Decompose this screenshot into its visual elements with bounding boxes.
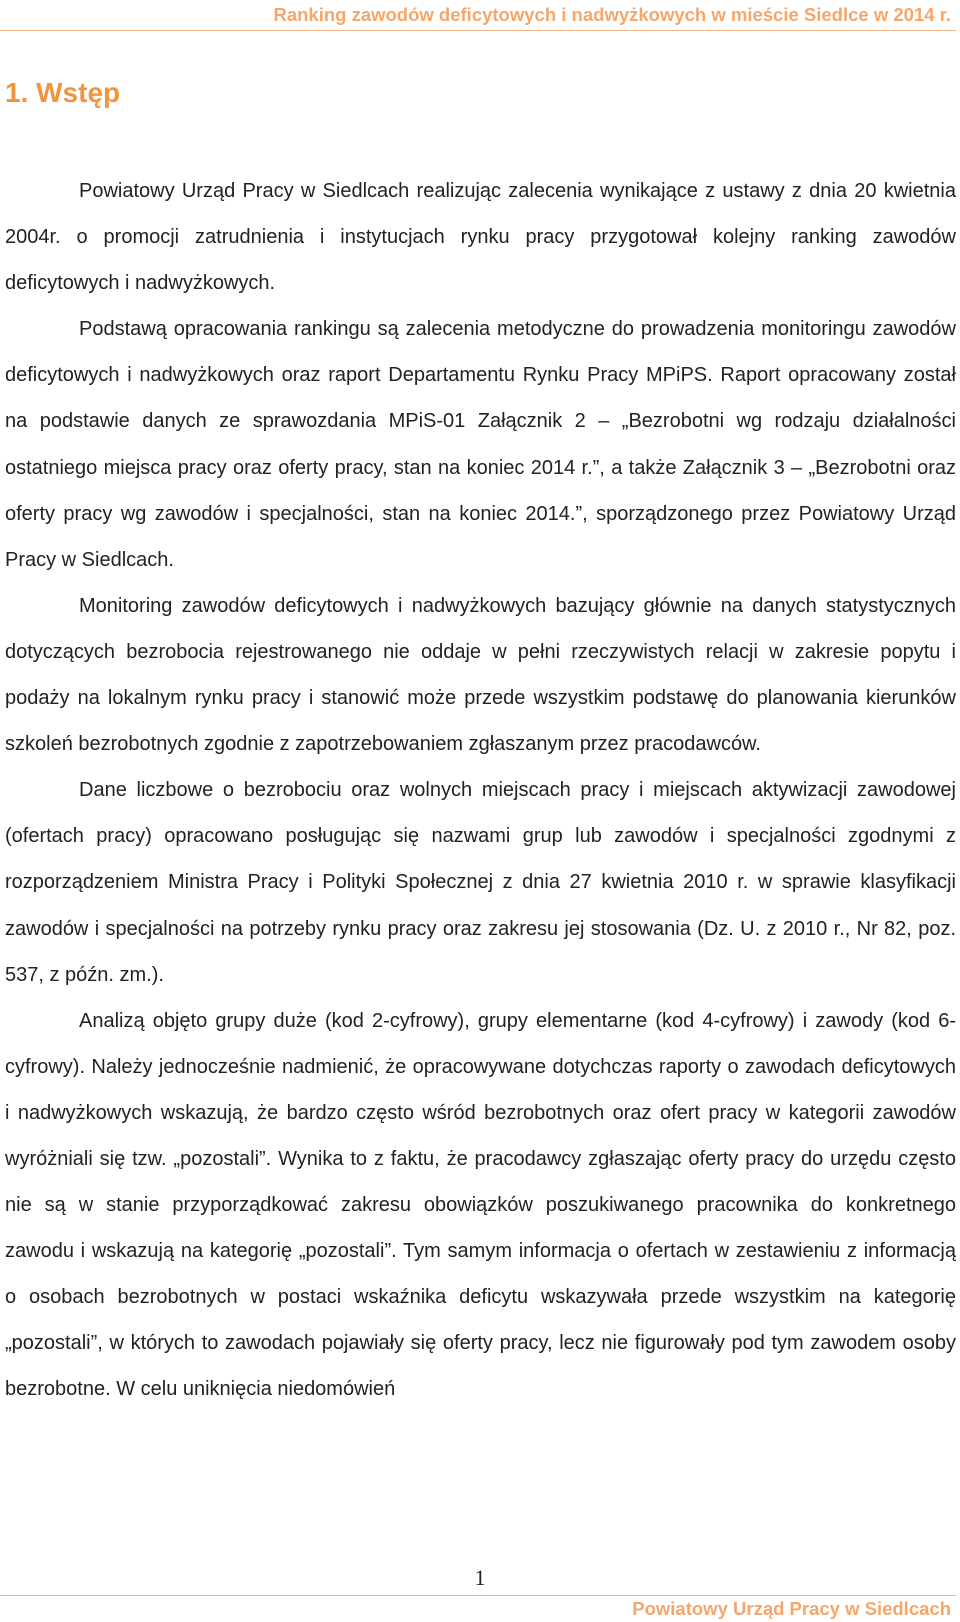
paragraph-intro: Powiatowy Urząd Pracy w Siedlcach realizując zalecenia wynikające z ustawy z dnia 20 kwietnia 2004r. o promocji zatrudnienia i instytucjach rynku pracy przygotował kolejny ranking zawodów deficytowych i nadwyżkowych. [5,180,956,295]
header-title: Ranking zawodów deficytowych i nadwyżkowych w mieście Siedlce w 2014 r. [273,4,951,25]
page-number: 1 [474,1565,486,1590]
footer-text: Powiatowy Urząd Pracy w Siedlcach [632,1598,951,1619]
page-header [0,0,956,31]
section-heading: 1. Wstęp [5,77,121,108]
paragraph-data: Dane liczbowe o bezrobociu oraz wolnych miejscach pracy i miejscach aktywizacji zawodowej (ofertach pracy) opracowano posługując się nazwami grup lub zawodów i specjalności zgodnymi z rozporządzeniem Ministra Pracy i Polityki Społecznej z dnia 27 kwietnia 2010 r. w sprawie klasyfikacji zawodów i specjalności na potrzeby rynku pracy oraz zakresu jej stosowania (Dz. U. z 2010 r., Nr 82, poz. 537, z późn. zm.). [5,779,956,986]
paragraph-monitoring: Monitoring zawodów deficytowych i nadwyżkowych bazujący głównie na danych statystycznych dotyczących bezrobocia rejestrowanego nie oddaje w pełni rzeczywistych relacji w zakresie popytu i podaży na lokalnym rynku pracy i stanowić może przede wszystkim podstawę do planowania kierunków szkoleń bezrobotnych zgodnie z zapotrzebowaniem zgłaszanym przez pracodawców. [5,594,956,756]
paragraph-analysis: Analizą objęto grupy duże (kod 2-cyfrowy), grupy elementarne (kod 4-cyfrowy) i zawody (kod 6-cyfrowy). Należy jednocześnie nadmienić, że opracowywane dotychczas raporty o zawodach deficytowych i nadwyżkowych wskazują, że bardzo często wśród bezrobotnych oraz ofert pracy w kategorii zawodów wyróżniali się tzw. „pozostali”. Wynika to z faktu, że pracodawcy zgłaszając oferty pracy do urzędu często nie są w stanie przyporządkować zakresu obowiązków poszukiwanego pracownika do konkretnego zawodu i wskazują na kategorię „pozostali”. Tym samym informacja o ofertach w zestawieniu z informacją o osobach bezrobotnych w postaci wskaźnika deficytu wskazywała przede wszystkim na kategorię „pozostali”, w których to zawodach pojawiały się oferty pracy, lecz nie figurowały pod tym zawodem osoby bezrobotne. W celu uniknięcia niedomówień [5,1009,956,1401]
page-footer [0,1595,956,1622]
paragraph-basis: Podstawą opracowania rankingu są zalecenia metodyczne do prowadzenia monitoringu zawodów deficytowych i nadwyżkowych oraz raport Departamentu Rynku Pracy MPiPS. Raport opracowany został na podstawie danych ze sprawozdania MPiS-01 Załącznik 2 – „Bezrobotni wg rodzaju działalności ostatniego miejsca pracy oraz oferty pracy, stan na koniec 2014 r.”, a także Załącznik 3 – „Bezrobotni oraz oferty pracy wg zawodów i specjalności, stan na koniec 2014.”, sporządzonego przez Powiatowy Urząd Pracy w Siedlcach. [5,318,956,571]
document-body [5,168,956,1413]
